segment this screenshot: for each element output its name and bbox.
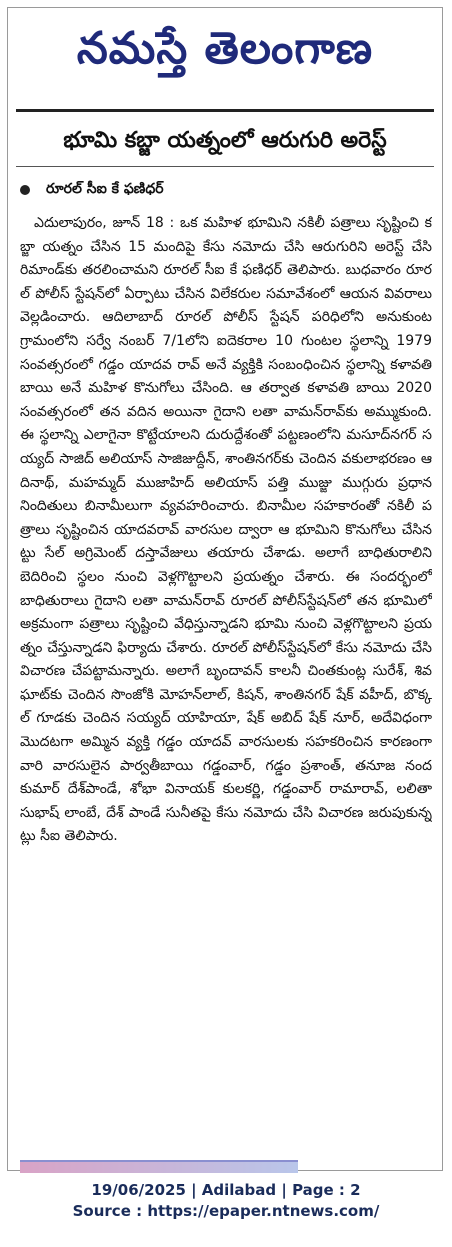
- article-byline: [20, 178, 164, 202]
- clipping-frame: [7, 7, 443, 1171]
- byline-text: రూరల్ సీఐ కే ఫణిధర్: [46, 180, 164, 197]
- article-body: [20, 212, 432, 1156]
- bullet-icon: [20, 185, 30, 195]
- masthead-divider: [16, 109, 434, 112]
- newspaper-masthead: నమస్తే తెలంగాణ: [76, 23, 374, 74]
- headline-divider: [16, 166, 434, 167]
- footer-date-edition: 19/06/2025 | Adilabad | Page : 2: [91, 1181, 361, 1199]
- footer: [0, 1180, 452, 1222]
- article-headline: భూమి కబ్జా యత్నంలో ఆరుగురి అరెస్ట్: [63, 128, 387, 153]
- next-article-edge: [20, 1160, 298, 1173]
- footer-source-link[interactable]: Source : https://epaper.ntnews.com/: [72, 1202, 380, 1220]
- article-paragraph: ఎదులాపురం, జూన్ 18 : ఒక మహిళ భూమిని నకిలీ పత్రాలు సృష్టించి కబ్జా యత్నం చేసిన 15 మందిపై కేసు నమోదు చేసి ఆరుగురిని అరెస్ట్ చేసి రిమాండ్‌కు తరలించామని రూరల్ సీఐ కే ఫణిధర్ తెలిపారు. బుధవారం రూరల్ పోలీస్ స్టేషన్‌లో ఏర్పాటు చేసిన విలేకరుల సమావేశంలో ఆయన వివరాలు వెల్లడించారు. ఆదిలాబాద్ రూరల్ పోలీస్ స్టేషన్ పరిధిలోని అనుకుంట గ్రామంలోని సర్వే నంబర్ 7/1లోని ఐదెకరాల 10 గుంటల స్థలాన్ని 1979 సంవత్సరంలో గడ్డం యాదవ రావ్ అనే వ్యక్తికి సంబంధించిన స్థలాన్ని కళావతి బాయి అనే మహిళ కొనుగోలు చేసింది. ఆ తర్వాత కళావతి బాయి 2020 సంవత్సరంలో తన వదిన అయినా గైదాని లతా వామన్‌రావ్‌కు అమ్ముకుంది. ఈ స్థలాన్ని ఎలాగైనా కొట్టేయాలని దురుద్దేశంతో పట్టణంలోని మసూద్‌నగర్ సయ్యద్ సాజిద్ అలియాస్ సాజిజుద్దీన్, శాంతినగర్‌కు చెందిన వకులాభరణం ఆదినాథ్, మహమ్మద్ ముజాహిద్ అలియాస్ పత్తి ముజ్జు ముగ్గురు ప్రధాన నిందితులు బినామీలుగా వ్యవహరించారు. బినామీల సహకారంతో నకిలీ పత్రాలు సృష్టించిన యాదవరావ్ వారసుల ద్వారా ఆ భూమిని కొనుగోలు చేసినట్టు సేల్ అగ్రిమెంట్ దస్తావేజులు తయారు చేశాడు. అలాగే బాధితురాలిని బెదిరించి స్థలం నుంచి వెళ్లగొట్టాలని ప్రయత్నం చేశారు. ఈ సందర్భంలో బాధితురాలు గైదాని లతా వామన్‌రావ్ రూరల్ పోలీస్‌స్టేషన్‌లో తన భూమిలో అక్రమంగా పత్రాలు సృష్టించి వేధిస్తున్నాడని భూమి నుంచి వెళ్లగొట్టాలని ప్రయత్నం చేస్తున్నాడని ఫిర్యాదు చేశారు. రూరల్ పోలీస్‌స్టేషన్‌లో కేసు నమోదు చేసి విచారణ చేపట్టామన్నారు. అలాగే బృందావన్ కాలనీ చింతకుంట్ల సురేశ్, శివఘాట్‌కు చెందిన సొంజోకి మోహన్‌లాల్, కిషన్, శాంతినగర్ షేక్ వహీద్, బొక్కల్ గూడకు చెందిన సయ్యద్ యాహియా, షేక్ అబిద్ షేక్ నూర్, అదేవిధంగా మొదటగా అమ్మిన వ్యక్తి గడ్డం యాదవ్ వారసులకు సహకరించిన కారణంగా వారి వారసులైన పార్వతీబాయి గడ్డంవార్, గడ్డం ప్రశాంత్, తనూజ నందకుమార్ దేశ్‌పాండే, శోభా వినాయక్ కులకర్ణి, గడ్డంవార్ రామారావ్, లలితా సుభాష్ లాంబే, దేశ్ పాండే సునీతపై కేసు నమోదు చేసి విచారణ జరుపుకున్నట్లు సీఐ తెలిపారు.: [20, 215, 432, 845]
